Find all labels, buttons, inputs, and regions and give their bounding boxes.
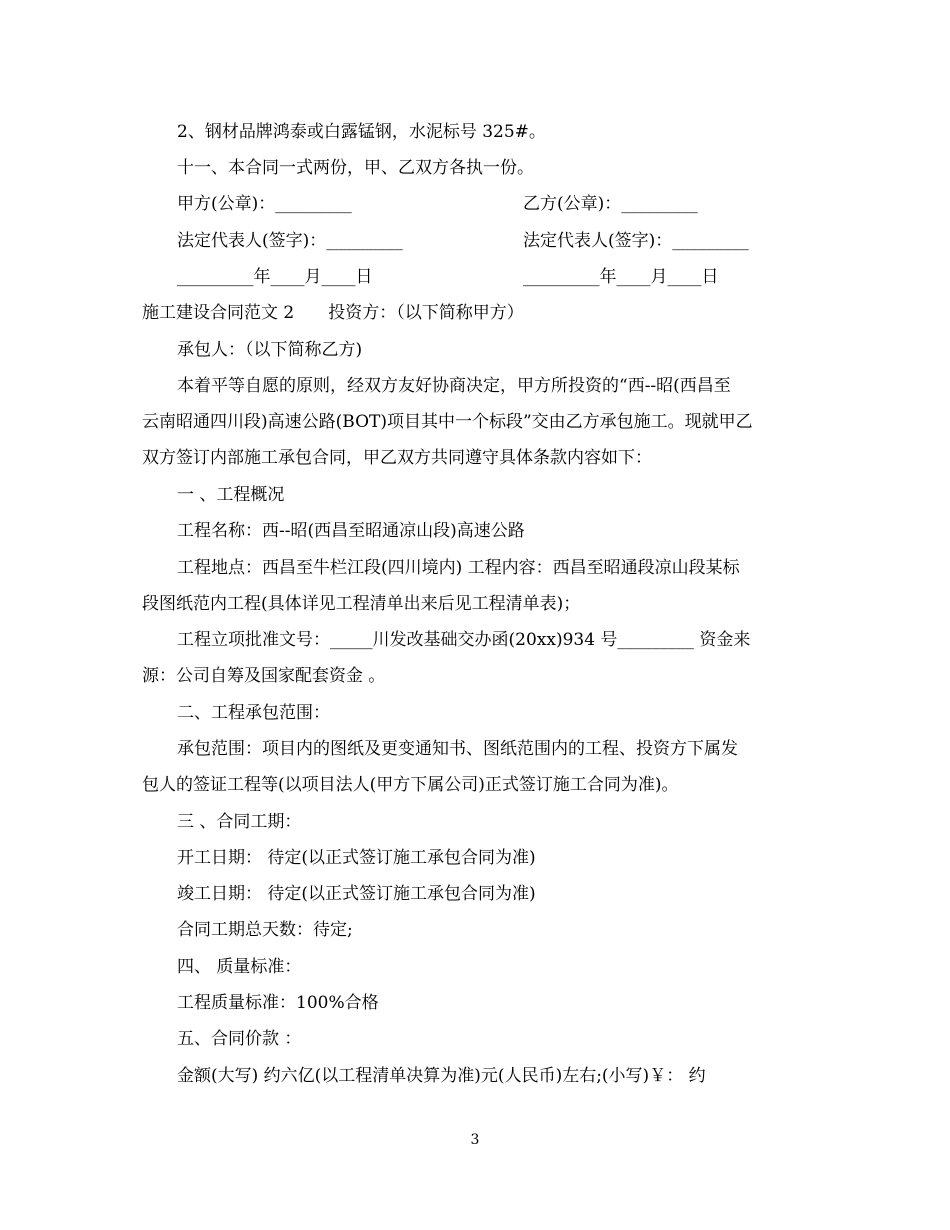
text-line: 开工日期： 待定(以正式签订施工承包合同为准): [177, 848, 536, 868]
text-line: 源：公司自筹及国家配套资金 。: [142, 666, 386, 686]
text-line: 承包范围：项目内的图纸及更变通知书、图纸范围内的工程、投资方下属发: [177, 739, 738, 759]
page-number: 3: [470, 1132, 480, 1148]
text-line: 云南昭通四川段)高速公路(BOT)项目其中一个标段”交由乙方承包施工。现就甲乙: [142, 412, 753, 432]
text-line: 十一、本合同一式两份，甲、乙双方各执一份。: [177, 158, 534, 178]
text-line: 双方签订内部施工承包合同，甲乙双方共同遵守具体条款内容如下：: [142, 448, 652, 468]
text-line: 二、工程承包范围：: [177, 703, 330, 723]
text-line: 合同工期总天数：待定;: [177, 920, 353, 940]
text-line: 2、钢材品牌鸿泰或白露锰钢，水泥标号 325#。: [177, 122, 546, 142]
signature-rep-a: 法定代表人(签字)：_________: [177, 231, 403, 251]
text-line: 竣工日期： 待定(以正式签订施工承包合同为准): [177, 884, 536, 904]
signature-date-b: _________年____月____日: [523, 267, 719, 287]
text-line: 一 、工程概况: [177, 485, 285, 505]
signature-date-a: _________年____月____日: [177, 267, 373, 287]
text-line: 三 、合同工期：: [177, 812, 302, 832]
text-line: 承包人：（以下简称乙方): [177, 340, 363, 360]
signature-rep-b: 法定代表人(签字)：_________: [523, 231, 749, 251]
text-line: 工程地点：西昌至牛栏江段(四川境内) 工程内容：西昌至昭通段凉山段某标: [177, 558, 740, 578]
signature-party-a: 甲方(公章)：_________: [177, 194, 352, 214]
text-line: 五、合同价款 ：: [177, 1029, 302, 1049]
text-line: 工程质量标准：100%合格: [177, 993, 379, 1013]
text-line: 包人的签证工程等(以项目法人(甲方下属公司)正式签订施工合同为准)。: [142, 775, 679, 795]
text-line: 工程立项批准文号：_____川发改基础交办函(20xx)934 号_________ 资金来: [177, 630, 751, 650]
signature-party-b: 乙方(公章)：_________: [523, 194, 698, 214]
text-line: 段图纸范内工程(具体详见工程清单出来后见工程清单表)；: [142, 594, 581, 614]
text-line: 金额(大写) 约六亿(以工程清单决算为准)元(人民币)左右;(小写)￥： 约: [177, 1066, 706, 1086]
text-line: 工程名称：西--昭(西昌至昭通凉山段)高速公路: [177, 521, 525, 541]
text-line: 四、 质量标准：: [177, 957, 302, 977]
section-heading: 施工建设合同范文 2 投资方：（以下简称甲方）: [142, 303, 524, 323]
text-line: 本着平等自愿的原则，经双方友好协商决定，甲方所投资的“西--昭(西昌至: [177, 376, 731, 396]
